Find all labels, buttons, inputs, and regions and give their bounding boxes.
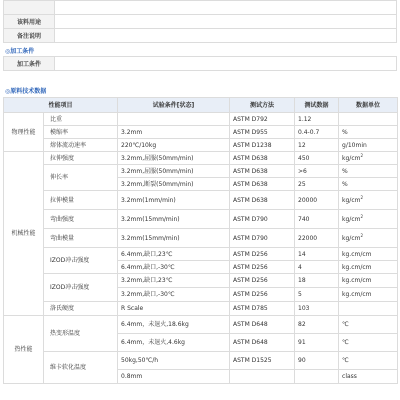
table-row [4,352,398,370]
header-row [4,98,398,113]
unit-cell [339,261,398,274]
table-row [4,274,398,288]
method-cell: ASTM D638 [230,152,295,165]
method-cell: ASTM D790 [230,229,295,248]
tech-data-body [4,113,398,384]
property-cell: 弯曲模量 [44,229,118,248]
category-cell: 热性能 [4,316,44,384]
method-cell: ASTM D638 [230,191,295,210]
unit-cell [339,165,398,178]
material-info-table [3,0,397,43]
unit-text: kg.cm/cm [342,291,372,298]
unit-cell [339,113,398,126]
info-label: 该料用途 [4,15,55,29]
method-cell: ASTM D792 [230,113,295,126]
info-row [4,15,397,29]
value-cell: 18 [295,274,339,288]
unit-text: % [342,180,348,188]
condition-cell: 6.4mm，未退火,18.6kg [118,316,230,334]
method-cell: ASTM D790 [230,210,295,229]
condition-cell: 220℃/10kg [118,139,230,152]
table-row [4,210,398,229]
property-cell: 洛氏硬度 [44,302,118,316]
info-label: 备注说明 [4,29,55,43]
table-row [4,248,398,261]
condition-cell: 6.4mm，未退火,4.6kg [118,334,230,352]
unit-text: kg/cm [342,215,361,223]
method-cell: ASTM D256 [230,288,295,302]
property-cell: 拉伸强度 [44,152,118,165]
method-cell: ASTM D256 [230,274,295,288]
info-value [55,15,397,29]
property-cell: 热变形温度 [44,316,118,352]
processing-section-title: ◎加工条件 [5,48,35,55]
processing-row [4,57,397,71]
unit-cell [339,352,398,370]
method-cell: ASTM D785 [230,302,295,316]
unit-cell [339,248,398,261]
unit-cell [339,316,398,334]
value-cell: 14 [295,248,339,261]
info-row [4,29,397,43]
info-value [55,29,397,43]
value-cell: 450 [295,152,339,165]
table-row [4,302,398,316]
processing-value [55,57,397,71]
tech-data-table [3,97,398,384]
method-cell: ASTM D256 [230,248,295,261]
unit-cell [339,334,398,352]
property-cell: IZOD冲击强度 [44,248,118,274]
property-cell: 拉伸模量 [44,191,118,210]
unit-text: % [342,167,348,175]
method-cell [230,370,295,384]
property-cell: 维卡软化温度 [44,352,118,384]
table-row [4,165,398,178]
value-cell: 25 [295,178,339,191]
method-cell: ASTM D648 [230,316,295,334]
table-row [4,152,398,165]
info-label [4,1,55,15]
value-cell: 90 [295,352,339,370]
info-row [4,1,397,15]
condition-cell: 6.4mm,缺口,-30℃ [118,261,230,274]
header-value: 测试数据 [295,98,339,113]
condition-cell [118,113,230,126]
unit-cell [339,152,398,165]
unit-cell [339,302,398,316]
unit-text: kg.cm/cm [342,250,372,258]
condition-cell: 3.2mm,屈服(50mm/min) [118,165,230,178]
condition-cell: 50kg,50℃/h [118,352,230,370]
condition-cell: 3.2mm,缺口,23℃ [118,274,230,288]
value-cell: 0.4-0.7 [295,126,339,139]
unit-text: class [342,373,357,380]
method-cell: ASTM D256 [230,261,295,274]
unit-text: kg/cm [342,234,361,242]
condition-cell: 3.2mm [118,126,230,139]
condition-cell: 3.2mm(15mm/min) [118,210,230,229]
condition-cell: 3.2mm(1mm/min) [118,191,230,210]
unit-cell [339,288,398,302]
method-cell: ASTM D955 [230,126,295,139]
processing-label: 加工条件 [4,57,55,71]
table-row [4,191,398,210]
condition-cell: 3.2mm,断裂(50mm/min) [118,178,230,191]
property-cell: 模缩率 [44,126,118,139]
condition-cell: R Scale [118,302,230,316]
unit-superscript: 2 [360,194,364,200]
method-cell: ASTM D648 [230,334,295,352]
unit-superscript: 2 [360,232,364,238]
value-cell: 91 [295,334,339,352]
unit-text: kg.cm/cm [342,277,372,284]
table-row [4,126,398,139]
category-cell: 机械性能 [4,152,44,316]
property-cell: IZOD冲击强度 [44,274,118,302]
processing-table [3,56,397,71]
unit-cell [339,178,398,191]
unit-cell [339,370,398,384]
value-cell: 82 [295,316,339,334]
table-row [4,113,398,126]
value-cell: 20000 [295,191,339,210]
header-method: 测试方法 [230,98,295,113]
method-cell: ASTM D1238 [230,139,295,152]
condition-cell: 3.2mm,缺口,-30℃ [118,288,230,302]
unit-cell [339,229,398,248]
unit-text: % [342,128,348,136]
category-cell: 物理性能 [4,113,44,152]
unit-cell [339,210,398,229]
value-cell [295,370,339,384]
property-cell: 弯曲强度 [44,210,118,229]
table-row [4,229,398,248]
unit-text: ℃ [342,321,349,328]
unit-superscript: 2 [360,152,364,158]
unit-superscript: 2 [360,213,364,219]
unit-text: g/10min [342,141,367,149]
info-value [55,1,397,15]
condition-cell: 3.2mm,屈服(50mm/min) [118,152,230,165]
condition-cell: 0.8mm [118,370,230,384]
unit-cell [339,274,398,288]
unit-cell [339,139,398,152]
property-cell: 比重 [44,113,118,126]
header-condition: 试验条件[状态] [118,98,230,113]
unit-text: ℃ [342,339,349,346]
tech-data-section-title: ◎原料技术数据 [5,88,47,95]
value-cell: 103 [295,302,339,316]
value-cell: 1.12 [295,113,339,126]
table-row [4,316,398,334]
value-cell: 12 [295,139,339,152]
method-cell: ASTM D1525 [230,352,295,370]
unit-text: ℃ [342,357,349,364]
unit-text: kg.cm/cm [342,263,372,271]
condition-cell: 6.4mm,缺口,23℃ [118,248,230,261]
unit-text: kg/cm [342,154,361,162]
value-cell: 5 [295,288,339,302]
condition-cell: 3.2mm(15mm/min) [118,229,230,248]
unit-cell [339,191,398,210]
property-cell: 伸长率 [44,165,118,191]
header-property: 性能项目 [4,98,118,113]
unit-text: kg/cm [342,196,361,204]
unit-cell [339,126,398,139]
value-cell: 22000 [295,229,339,248]
value-cell: 740 [295,210,339,229]
value-cell: 4 [295,261,339,274]
value-cell: >6 [295,165,339,178]
table-row [4,139,398,152]
method-cell: ASTM D638 [230,178,295,191]
header-unit: 数据单位 [339,98,398,113]
property-cell: 熔体流动速率 [44,139,118,152]
method-cell: ASTM D638 [230,165,295,178]
